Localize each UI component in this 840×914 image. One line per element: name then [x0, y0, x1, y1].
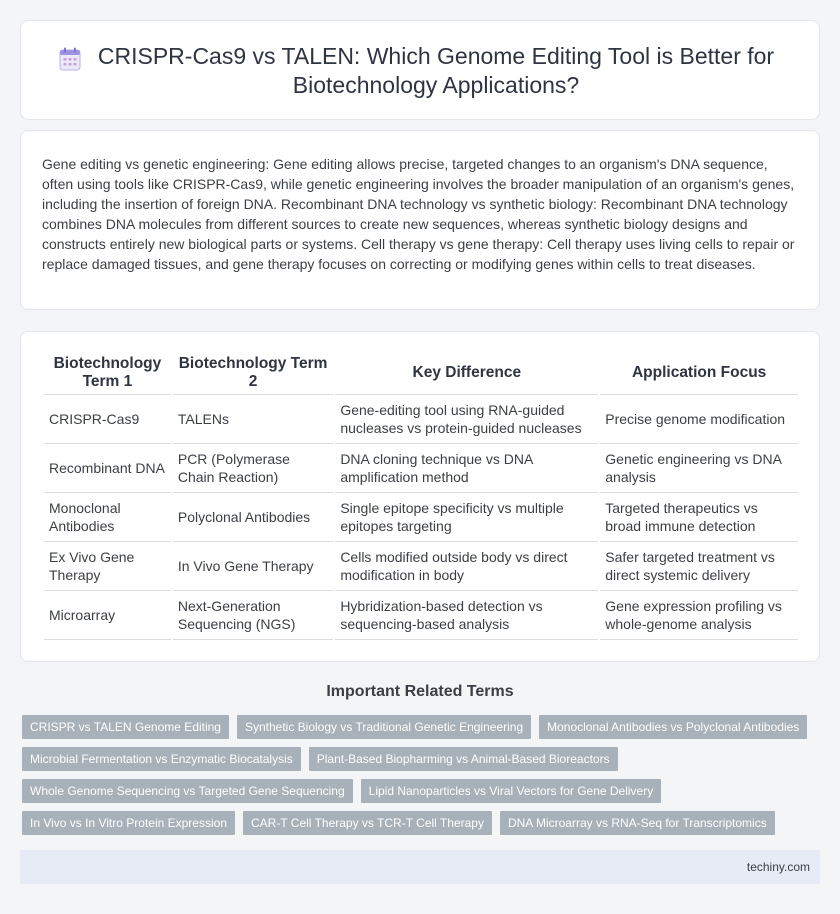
table-row	[44, 542, 798, 591]
table-row	[44, 395, 798, 444]
tag-row	[22, 779, 822, 803]
cell-term-2: TALENs	[173, 395, 333, 444]
related-terms-title: Important Related Terms	[326, 683, 514, 700]
related-term-tag[interactable]: Plant-Based Biopharming vs Animal-Based Bioreactors	[309, 747, 618, 771]
header-key-difference: Key Difference	[335, 351, 598, 395]
tag-row	[22, 747, 822, 771]
cell-application-focus: Safer targeted treatment vs direct systemic delivery	[600, 542, 798, 591]
cell-key-difference: Hybridization-based detection vs sequencing-based analysis	[335, 591, 598, 640]
tag-row	[22, 811, 822, 835]
comparison-table-card	[20, 331, 820, 662]
cell-key-difference: Cells modified outside body vs direct modification in body	[335, 542, 598, 591]
cell-application-focus: Gene expression profiling vs whole-genome analysis	[600, 591, 798, 640]
header-term-1: Biotechnology Term 1	[44, 351, 171, 395]
related-term-tag[interactable]: In Vivo vs In Vitro Protein Expression	[22, 811, 235, 835]
cell-term-1: Microarray	[44, 591, 171, 640]
cell-application-focus: Targeted therapeutics vs broad immune detection	[600, 493, 798, 542]
related-term-tag[interactable]: Whole Genome Sequencing vs Targeted Gene Sequencing	[22, 779, 353, 803]
related-term-tag[interactable]: Synthetic Biology vs Traditional Genetic Engineering	[237, 715, 531, 739]
cell-term-2: PCR (Polymerase Chain Reaction)	[173, 444, 333, 493]
title-card	[20, 20, 820, 120]
cell-term-2: In Vivo Gene Therapy	[173, 542, 333, 591]
cell-term-2: Polyclonal Antibodies	[173, 493, 333, 542]
cell-term-1: Ex Vivo Gene Therapy	[44, 542, 171, 591]
cell-term-1: CRISPR-Cas9	[44, 395, 171, 444]
cell-key-difference: DNA cloning technique vs DNA amplification method	[335, 444, 598, 493]
related-term-tag[interactable]: Lipid Nanoparticles vs Viral Vectors for Gene Delivery	[361, 779, 662, 803]
header-term-2: Biotechnology Term 2	[173, 351, 333, 395]
calendar-icon	[59, 47, 81, 71]
table-header-row	[44, 351, 798, 395]
header-application-focus: Application Focus	[600, 351, 798, 395]
footer	[20, 850, 820, 884]
intro-paragraph: Gene editing vs genetic engineering: Gene editing allows precise, targeted changes to an organism's DNA sequence, often using tools like CRISPR-Cas9, while genetic engineering involves the broader manipulation of an organism's genes, including the insertion of foreign DNA. Recombinant DNA technology vs synthetic biology: Recombinant DNA technology combines DNA molecules from different sources to create new sequences, whereas synthetic biology designs and constructs entirely new biological parts or systems. Cell therapy vs gene therapy: Cell therapy uses living cells to repair or replace damaged tissues, and gene therapy focuses on correcting or modifying genes within cells to treat diseases.	[42, 156, 795, 272]
cell-key-difference: Single epitope specificity vs multiple epitopes targeting	[335, 493, 598, 542]
cell-key-difference: Gene-editing tool using RNA-guided nucleases vs protein-guided nucleases	[335, 395, 598, 444]
related-term-tag[interactable]: DNA Microarray vs RNA-Seq for Transcriptomics	[500, 811, 775, 835]
related-term-tag[interactable]: Monoclonal Antibodies vs Polyclonal Antibodies	[539, 715, 807, 739]
table-row	[44, 493, 798, 542]
related-term-tag[interactable]: Microbial Fermentation vs Enzymatic Biocatalysis	[22, 747, 301, 771]
cell-term-2: Next-Generation Sequencing (NGS)	[173, 591, 333, 640]
related-term-tag[interactable]: CAR-T Cell Therapy vs TCR-T Cell Therapy	[243, 811, 492, 835]
tag-row	[22, 715, 822, 739]
cell-term-1: Monoclonal Antibodies	[44, 493, 171, 542]
page-title: CRISPR-Cas9 vs TALEN: Which Genome Editing Tool is Better for Biotechnology Applications?	[97, 43, 775, 98]
cell-application-focus: Precise genome modification	[600, 395, 798, 444]
comparison-table	[42, 351, 800, 640]
related-terms-list	[22, 715, 822, 843]
cell-term-1: Recombinant DNA	[44, 444, 171, 493]
table-row	[44, 591, 798, 640]
intro-card	[20, 130, 820, 310]
table-row	[44, 444, 798, 493]
related-term-tag[interactable]: CRISPR vs TALEN Genome Editing	[22, 715, 229, 739]
footer-site-link[interactable]: techiny.com	[746, 860, 810, 874]
title-wrap	[21, 21, 821, 121]
cell-application-focus: Genetic engineering vs DNA analysis	[600, 444, 798, 493]
